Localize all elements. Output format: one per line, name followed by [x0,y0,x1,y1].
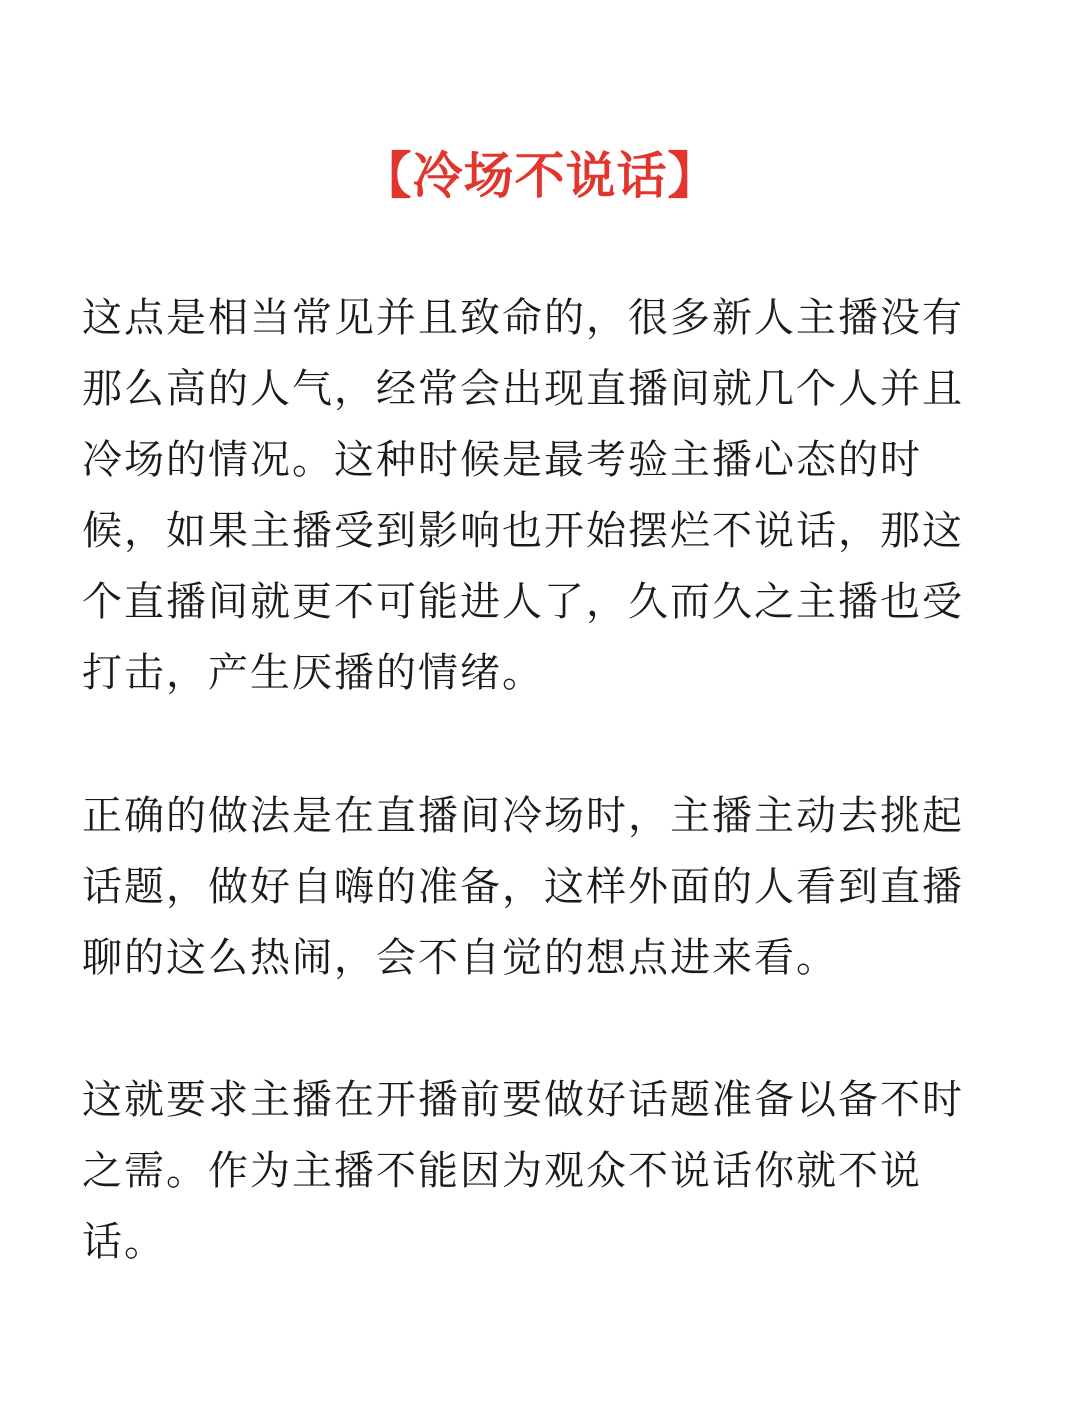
paragraph-3 [82,1065,982,1278]
paragraph-line: 话题，做好自嗨的准备，这样外面的人看到直播 [82,864,964,910]
paragraph-line: 话。 [82,1219,166,1265]
paragraph-line: 冷场的情况。这种时候是最考验主播心态的时 [82,437,922,483]
paragraph-line: 候，如果主播受到影响也开始摆烂不说话，那这 [82,508,964,554]
paragraph-line: 之需。作为主播不能因为观众不说话你就不说 [82,1148,922,1194]
paragraph-line: 聊的这么热闹，会不自觉的想点进来看。 [82,935,838,981]
paragraph-1 [82,283,982,709]
paragraph-2 [82,781,982,994]
paragraph-line: 那么高的人气，经常会出现直播间就几个人并且 [82,366,964,412]
paragraph-line: 打击，产生厌播的情绪。 [82,650,544,696]
paragraph-line: 这点是相当常见并且致命的，很多新人主播没有 [82,295,964,341]
article-title: 【冷场不说话】 [361,147,719,205]
paragraph-line: 这就要求主播在开播前要做好话题准备以备不时 [82,1077,964,1123]
paragraph-line: 个直播间就更不可能进人了，久而久之主播也受 [82,579,964,625]
paragraph-line: 正确的做法是在直播间冷场时，主播主动去挑起 [82,793,964,839]
